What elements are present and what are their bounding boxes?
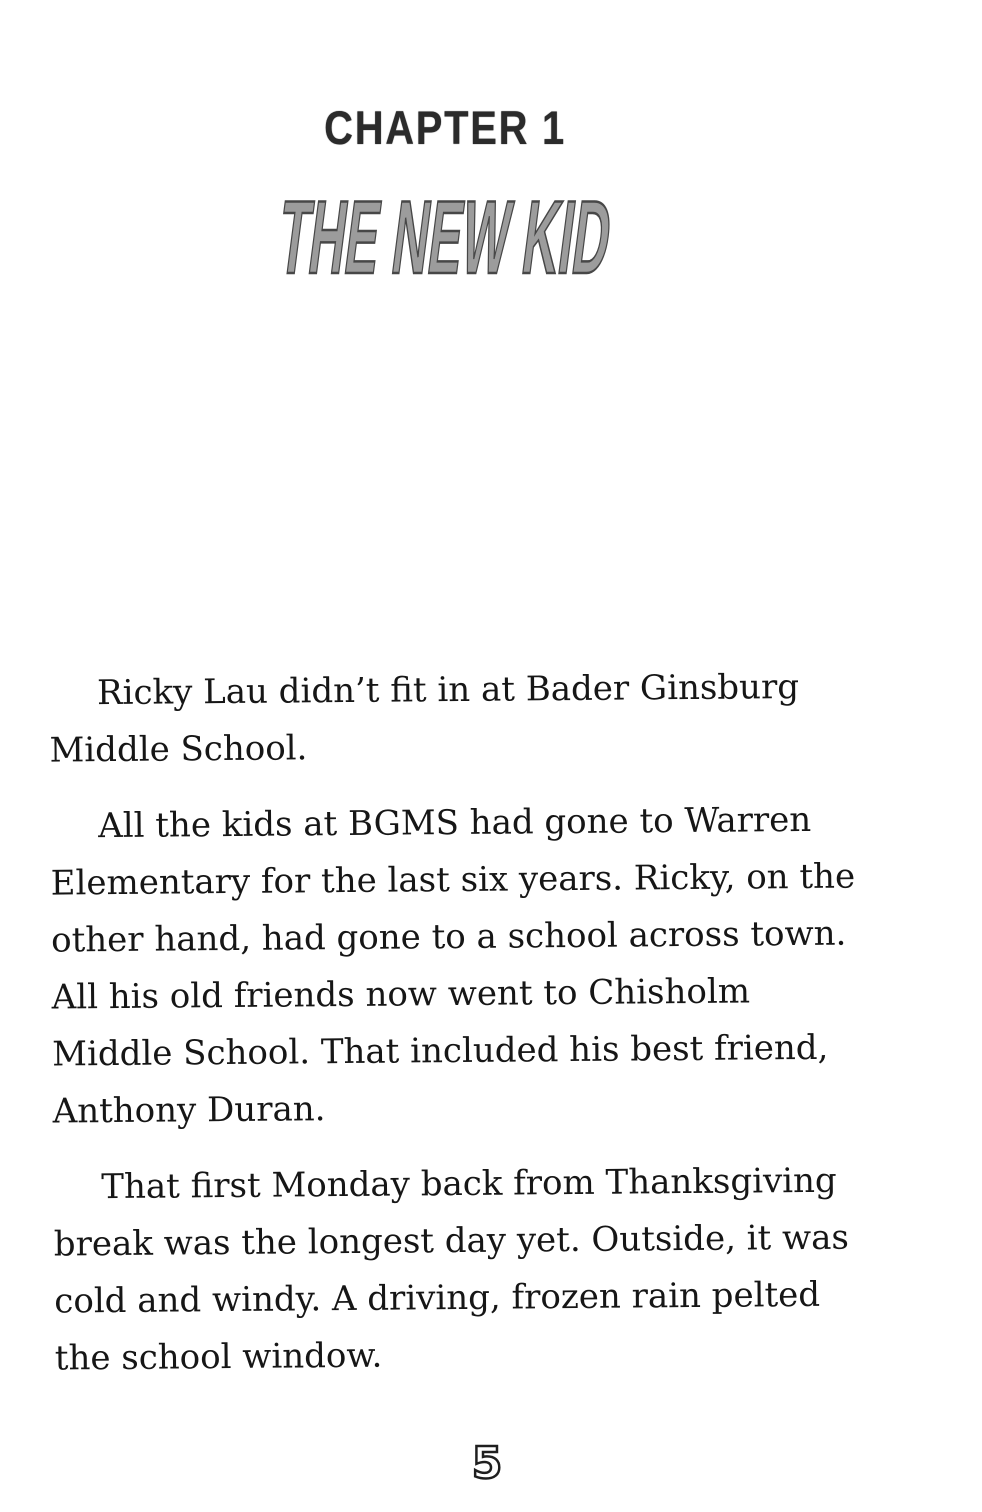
text-line: All the kids at BGMS had gone to Warren (98, 799, 812, 847)
text-line: Ricky Lau didn’t fit in at Bader Ginsburg (96, 667, 800, 714)
text-line: Middle School. (49, 728, 308, 771)
chapter-label: CHAPTER 1 (324, 101, 566, 154)
paragraph (53, 1152, 871, 1387)
page-number: 5 (471, 1438, 503, 1489)
chapter-title: THE NEW KID (272, 180, 618, 296)
text-line: the school window. (54, 1335, 383, 1379)
text-line: break was the longest day yet. Outside, it was (53, 1217, 850, 1265)
text-line: Elementary for the last six years. Ricky, on the (50, 856, 856, 904)
paragraph (49, 658, 866, 779)
text-line: Anthony Duran. (52, 1089, 326, 1132)
text-line: cold and windy. A driving, frozen rain pelted (54, 1274, 821, 1322)
text-line: That first Monday back from Thanksgiving (101, 1160, 837, 1208)
text-line: other hand, had gone to a school across town. (51, 913, 847, 961)
body-text (49, 658, 871, 1406)
text-line: All his old friends now went to Chisholm (51, 971, 751, 1018)
paragraph (50, 791, 869, 1140)
text-line: Middle School. That included his best friend, (52, 1027, 829, 1075)
